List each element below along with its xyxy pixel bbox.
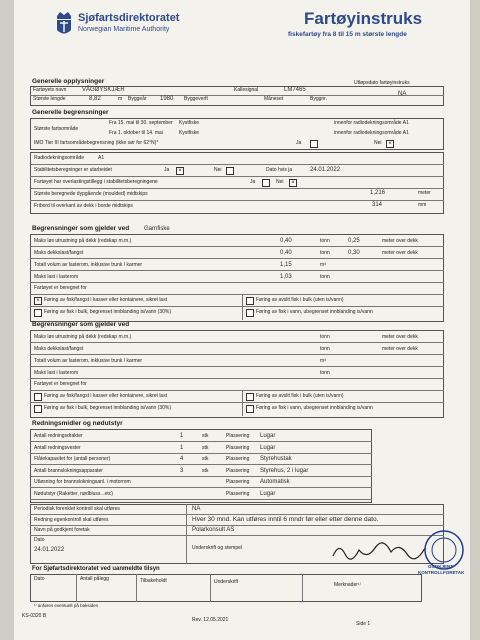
gear2-opt2-label: Føring av avslit fisk i bulk (uten is/vann) <box>256 393 344 399</box>
company-label: Navn på godkjent foretak <box>34 527 90 533</box>
rescue-row-qty: 4 <box>180 456 184 462</box>
freeboard-value: 314 <box>372 202 383 208</box>
rescue-row-place: Lugar <box>260 433 276 439</box>
gear1-opt1-checkbox[interactable]: × <box>34 297 42 305</box>
rescue-row-qty: 3 <box>180 467 184 474</box>
rescue-row-line <box>30 499 372 500</box>
draft-value: 1,216 <box>370 190 386 196</box>
gear1-type: Garnfiske <box>144 226 170 232</box>
radio-area-2: innenfor radiodekningsområde A1 <box>334 130 409 136</box>
gear2-opt1-label: Føring av fisk/fangst i kasser eller kontainere, sikret last <box>44 393 168 399</box>
rescue-row-unit: stk <box>202 433 209 439</box>
rescue-row-place-label: Plassering <box>226 433 250 439</box>
gear-row-unit-2: meter over dekk <box>382 238 418 244</box>
rescue-row-place: Automatisk <box>260 479 290 485</box>
gear-row-line <box>30 246 444 247</box>
freeboard-label: Fribord til overkant av dekk i borde midtskips <box>34 203 133 209</box>
rescue-row-qty: 1 <box>180 433 184 439</box>
overload-label: Fartøyet har overlastingstillegg i stabilitetsberegningene <box>34 179 158 185</box>
rescue-row-unit: stk <box>202 456 209 462</box>
rescue-row-place-label: Plassering <box>226 456 250 462</box>
radio-area-value: A1 <box>98 155 105 161</box>
stability-ja-checkbox[interactable]: × <box>176 167 184 175</box>
built-year: 1980 <box>160 96 174 102</box>
signature <box>329 536 429 566</box>
stability-date: 24.01.2022 <box>310 167 341 173</box>
rescue-row-label: Nødutstyr (Raketter, nødbluss...etc) <box>34 490 113 497</box>
gear-row-unit-1: tonn <box>320 238 330 244</box>
gear1-opt3-label: Føring av fisk i bulk, begrenset innblanding is/vann (30%) <box>44 309 172 315</box>
gear1-opt4-label: Føring av fisk i vann, ubegrenset innblanding is/vann <box>256 309 373 315</box>
issue-date: NA <box>398 91 407 97</box>
notes-col-signature: Underskrift <box>214 579 239 585</box>
imo-label: IMO Tier III fartsområdebegrensning (ikke sør for 62°N)* <box>34 140 159 146</box>
gear-row-unit-1: tonn <box>320 370 330 376</box>
control-date: 24.01.2022 <box>34 547 65 553</box>
rescue-row-line <box>30 453 372 454</box>
area-line-2: Fra 1. oktober til 14. mai <box>109 130 163 136</box>
stamp-line-2: KONTROLLFORETAK <box>418 570 465 575</box>
rescue-row-qty: 1 <box>180 444 184 451</box>
rescue-row-place-label: Plassering <box>226 479 250 485</box>
gear1-opt1-label: Føring av fisk/fangst i kasser eller kontainere, sikret last <box>44 297 168 303</box>
gear-row-line <box>30 270 444 271</box>
imo-nei-label: Nei <box>374 140 382 146</box>
gear1-opt3-checkbox[interactable] <box>34 309 42 317</box>
vessel-name: VÅGØYSKJÆR <box>82 87 125 93</box>
draft-label: Største beregnede dypgående (moulded) midtskips <box>34 191 148 197</box>
control-date-label: Dato <box>34 537 45 543</box>
gear2-approved-label: Fartøyet er beregnet for <box>34 381 87 387</box>
notes-col-detained: Tilbakeholdt <box>140 578 167 584</box>
rescue-row-label: Utløsning for brannslokningsanl. i motorrom <box>34 479 131 485</box>
area-label: Største fartsområde <box>34 126 79 132</box>
gear-row-value-1: 0,40 <box>280 250 292 256</box>
gear-row-label: Maks dekkslast/fangst <box>34 250 84 256</box>
gear-row-label: Maks løs utrustning på dekk (redskap m.m.) <box>34 238 132 244</box>
draft-unit: meter <box>418 190 431 196</box>
rescue-row-line <box>30 476 372 477</box>
gear-row-line <box>30 354 444 355</box>
gear-row-label: Maks last i lasterom <box>34 274 79 280</box>
rescue-row-place-label: Plassering <box>226 444 250 451</box>
rescue-row-line <box>30 441 372 442</box>
rescue-row-label: Antall brannslokningsapparater <box>34 467 103 474</box>
gear2-opt4-checkbox[interactable] <box>246 405 254 413</box>
gear-row-line <box>30 378 444 379</box>
gear-row-value-1: 1,15 <box>280 262 292 268</box>
length-unit: m <box>118 96 123 102</box>
performer-label: Redning egenkontroll skal utføres <box>34 517 109 523</box>
gear-row-unit-1: m³ <box>320 262 326 268</box>
periodic-label: Periodisk forenklet kontroll skal utføres <box>34 506 120 512</box>
notes-col-date: Dato <box>34 576 45 582</box>
rescue-row-place-label: Plassering <box>226 490 250 497</box>
notes-col-orders: Antall pålegg <box>80 576 109 582</box>
overload-ja-checkbox[interactable] <box>262 179 270 187</box>
rescue-row-label: Antall redningsvester <box>34 444 81 451</box>
stability-nei-label: Nei <box>214 167 222 173</box>
rescue-row-label: Antall redningsdrakter <box>34 433 83 439</box>
gear-row-value-2: 0,25 <box>348 238 360 244</box>
rescue-row-line <box>30 464 372 465</box>
gear-row-unit-1: tonn <box>320 274 330 280</box>
rescue-row-place: Styrehustak <box>260 456 292 462</box>
gear-row-unit-1: tonn <box>320 346 330 352</box>
imo-ja-checkbox[interactable] <box>310 140 318 148</box>
gear1-opt2-label: Føring av avslit fisk i bulk (uten is/vann) <box>256 297 344 303</box>
built-nr-label: Byggnr. <box>310 96 327 102</box>
form-subtitle: fiskefartøy fra 8 til 15 m største lengde <box>288 31 407 38</box>
gear-row-label: Maks løs utrustning på dekk (redskap m.m.) <box>34 334 132 340</box>
stability-nei-checkbox[interactable] <box>226 167 234 175</box>
page-number: Side 1 <box>356 621 371 627</box>
rescue-row-unit: stk <box>202 467 209 474</box>
gear1-approved-label: Fartøyet er beregnet for <box>34 285 87 291</box>
rescue-heading: Redningsmidler og nødutstyr <box>32 420 123 427</box>
periodic-value: NA <box>192 506 201 512</box>
doc-number: KS-0320 B <box>22 613 47 619</box>
gear1-opt4-checkbox[interactable] <box>246 309 254 317</box>
general-heading: Generelle opplysninger <box>32 78 105 85</box>
gear-row-line <box>30 366 444 367</box>
form-sheet <box>14 0 470 640</box>
gear2-opt2-checkbox[interactable] <box>246 393 254 401</box>
performer-value: Hver 30 mnd. Kan utføres inntil 6 mndr før eller etter denne dato. <box>192 516 379 523</box>
notes-col-remarks: Merknader¹⁾ <box>334 582 361 588</box>
area-line-1: Fra 15. mai til 30. september <box>109 120 173 126</box>
gear-row-unit-1: tonn <box>320 250 330 256</box>
rescue-row-place: Lugar <box>260 490 276 497</box>
gear-row-value-1: 0,40 <box>280 238 292 244</box>
gear-row-unit-2: meter over dekk <box>382 346 418 352</box>
radio-area-label: Radiodekningsområde <box>34 155 85 161</box>
rescue-row-place: Lugar <box>260 444 276 451</box>
radio-area-1: innenfor radiodekningsområde A1 <box>334 120 409 126</box>
rescue-row-line <box>30 487 372 488</box>
limits-heading: Generelle begrensninger <box>32 109 109 116</box>
freeboard-unit: mm <box>418 202 427 208</box>
gear-row-line <box>30 258 444 259</box>
gear2-opt1-checkbox[interactable] <box>34 393 42 401</box>
gear2-heading: Begrensninger som gjelder ved <box>32 321 130 328</box>
gear1-opt2-checkbox[interactable] <box>246 297 254 305</box>
gear-row-value-1: 1,03 <box>280 274 292 280</box>
gear-row-value-2: 0,30 <box>348 250 360 256</box>
form-title: Fartøyinstruks <box>304 9 423 28</box>
rescue-row-unit: stk <box>202 444 209 451</box>
stability-label: Stabilitetsberegninger er utarbeidet <box>34 167 112 173</box>
gear-row-label: Totalt volum av lasterom, inklusive trunk / karmer <box>34 358 143 364</box>
area-value-1: Kystfiske <box>179 120 200 126</box>
month-label: Måneset <box>264 96 284 102</box>
callsign: LM7465 <box>284 87 306 93</box>
company-value: Polarkonsult AS <box>192 527 235 533</box>
stamp-line-1: GODKJENT <box>428 564 454 569</box>
revision: Rev. 12.05.2021 <box>192 617 229 623</box>
gear-row-unit-2: meter over dekk <box>382 250 418 256</box>
footnote: ¹⁾ anføres eventuelt på baksiden <box>34 603 99 608</box>
imo-ja-label: Ja <box>296 140 302 146</box>
signature-label: Underskrift og stempel <box>192 545 243 551</box>
stability-date-label: Dato hvis ja <box>266 167 293 173</box>
overload-ja-label: Ja <box>250 179 256 185</box>
rescue-row-label: Flåtekapasitet for (antall personer) <box>34 456 111 462</box>
gear-row-unit-1: tonn <box>320 334 330 340</box>
built-year-label: Byggeår <box>128 96 147 102</box>
gear-row-label: Totalt volum av lasterom, inklusive trunk / karmer <box>34 262 143 268</box>
length-label: Største lengde <box>33 96 66 102</box>
gear-row-label: Maks last i lasterom <box>34 370 79 376</box>
overload-nei-label: Nei <box>276 179 284 185</box>
issue-date-label: Utløpsdato fartøyinstruks <box>354 80 410 86</box>
gear-row-line <box>30 342 444 343</box>
rescue-row-place-label: Plassering <box>226 467 250 474</box>
gear-row-line <box>30 282 444 283</box>
callsign-label: Kallesignal <box>234 87 259 93</box>
rescue-row-place: Styrehus, 2 i lugar <box>260 467 309 474</box>
shipyard-label: Byggeverft <box>184 96 208 102</box>
gear2-opt3-checkbox[interactable] <box>34 405 42 413</box>
gear2-opt3-label: Føring av fisk i bulk, begrenset innblanding is/vann (30%) <box>44 405 172 411</box>
crown-emblem-icon <box>54 10 74 38</box>
imo-nei-checkbox[interactable]: × <box>386 140 394 148</box>
org-name: Sjøfartsdirektoratet <box>78 12 180 24</box>
vessel-name-label: Fartøyets navn <box>33 87 67 93</box>
gear2-opt4-label: Føring av fisk i vann, ubegrenset innblanding is/vann <box>256 405 373 411</box>
length-value: 8,82 <box>89 96 101 102</box>
stability-ja-label: Ja <box>164 167 170 173</box>
overload-nei-checkbox[interactable]: × <box>289 179 297 187</box>
gear-row-label: Maks dekkslast/fangst <box>34 346 84 352</box>
org-name-en: Norwegian Maritime Authority <box>78 26 170 33</box>
gear-row-unit-1: m³ <box>320 358 326 364</box>
area-value-2: Kystfiske <box>179 130 200 136</box>
gear-row-unit-2: meter over dekk <box>382 334 418 340</box>
gear1-heading: Begrensninger som gjelder ved <box>32 225 130 232</box>
notes-heading: For Sjøfartsdirektoratet ved uanmeldte tilsyn <box>32 566 160 572</box>
